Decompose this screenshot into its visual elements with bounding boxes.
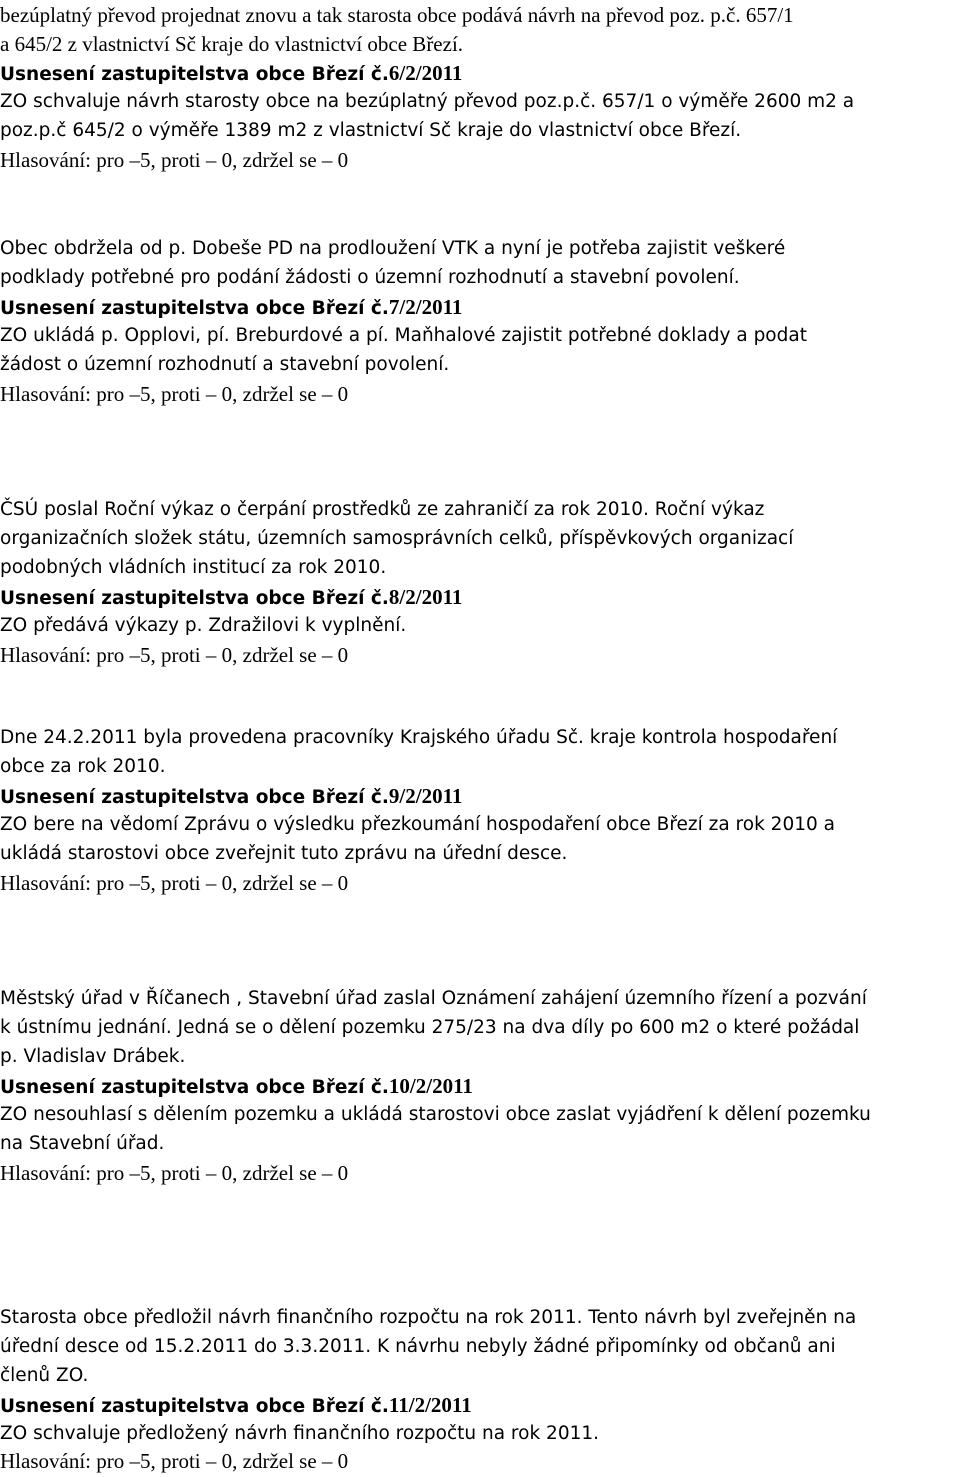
resolution-number: 10/2/2011 (388, 1074, 473, 1098)
vote-result: Hlasování: pro –5, proti – 0, zdržel se – 0 (0, 382, 349, 406)
decision-line: ZO nesouhlasí s dělením pozemku a ukládá starostovi obce zaslat vyjádření k dělení pozemku (0, 1104, 871, 1125)
decision-line: poz.p.č 645/2 o výměře 1389 m2 z vlastnictví Sč kraje do vlastnictví obce Březí. (0, 120, 742, 141)
resolution-number: 8/2/2011 (388, 585, 463, 609)
vote-result: Hlasování: pro –5, proti – 0, zdržel se – 0 (0, 1449, 349, 1473)
decision-line: žádost o územní rozhodnutí a stavební povolení. (0, 354, 450, 375)
intro-line: členů ZO. (0, 1365, 89, 1386)
resolution-number: 7/2/2011 (388, 295, 463, 319)
intro-line: Starosta obce předložil návrh finančního rozpočtu na rok 2011. Tento návrh byl zveřejněn na (0, 1307, 857, 1328)
decision-line: ZO ukládá p. Opplovi, pí. Breburdové a pí. Maňhalové zajistit potřebné doklady a podat (0, 325, 807, 346)
intro-line: a 645/2 z vlastnictví Sč kraje do vlastnictví obce Březí. (0, 32, 464, 56)
resolution-heading (0, 584, 462, 610)
resolution-heading (0, 1392, 472, 1418)
vote-result: Hlasování: pro –5, proti – 0, zdržel se – 0 (0, 871, 349, 895)
intro-line: Městský úřad v Říčanech , Stavební úřad zaslal Oznámení zahájení územního řízení a pozvání (0, 988, 867, 1009)
resolution-number: 9/2/2011 (388, 784, 463, 808)
intro-line: podobných vládních institucí za rok 2010. (0, 557, 387, 578)
vote-result: Hlasování: pro –5, proti – 0, zdržel se – 0 (0, 148, 349, 172)
resolution-prefix: Usnesení zastupitelstva obce Březí č. (0, 588, 389, 609)
decision-line: ZO schvaluje návrh starosty obce na bezúplatný převod poz.p.č. 657/1 o výměře 2600 m2 a (0, 91, 855, 112)
resolution-prefix: Usnesení zastupitelstva obce Březí č. (0, 298, 389, 319)
resolution-prefix: Usnesení zastupitelstva obce Březí č. (0, 1396, 389, 1417)
intro-line: obce za rok 2010. (0, 756, 166, 777)
resolution-heading (0, 60, 462, 86)
intro-line: p. Vladislav Drábek. (0, 1046, 186, 1067)
resolution-heading (0, 294, 462, 320)
vote-result: Hlasování: pro –5, proti – 0, zdržel se – 0 (0, 1161, 349, 1185)
intro-line: úřední desce od 15.2.2011 do 3.3.2011. K návrhu nebyly žádné připomínky od občanů ani (0, 1336, 836, 1357)
resolution-heading (0, 783, 462, 809)
decision-line: ZO bere na vědomí Zprávu o výsledku přezkoumání hospodaření obce Březí za rok 2010 a (0, 814, 835, 835)
intro-line: k ústnímu jednání. Jedná se o dělení pozemku 275/23 na dva díly po 600 m2 o které požádal (0, 1017, 860, 1038)
intro-line: Dne 24.2.2011 byla provedena pracovníky Krajského úřadu Sč. kraje kontrola hospodaření (0, 727, 838, 748)
decision-line: ukládá starostovi obce zveřejnit tuto zprávu na úřední desce. (0, 843, 568, 864)
intro-line: Obec obdržela od p. Dobeše PD na prodloužení VTK a nyní je potřeba zajistit veškeré (0, 238, 786, 259)
intro-line: organizačních složek státu, územních samosprávních celků, příspěvkových organizací (0, 528, 794, 549)
decision-line: ZO schvaluje předložený návrh finančního rozpočtu na rok 2011. (0, 1423, 600, 1444)
resolution-prefix: Usnesení zastupitelstva obce Březí č. (0, 787, 389, 808)
resolution-prefix: Usnesení zastupitelstva obce Březí č. (0, 1077, 389, 1098)
resolution-heading (0, 1073, 473, 1099)
resolution-number: 11/2/2011 (388, 1393, 472, 1417)
resolution-prefix: Usnesení zastupitelstva obce Březí č. (0, 64, 389, 85)
intro-line: bezúplatný převod projednat znovu a tak starosta obce podává návrh na převod poz. p.č. 657/1 (0, 3, 794, 27)
decision-line: na Stavební úřad. (0, 1133, 165, 1154)
resolution-number: 6/2/2011 (388, 61, 463, 85)
intro-line: podklady potřebné pro podání žádosti o územní rozhodnutí a stavební povolení. (0, 267, 740, 288)
intro-line: ČSÚ poslal Roční výkaz o čerpání prostředků ze zahraničí za rok 2010. Roční výkaz (0, 499, 765, 520)
decision-line: ZO předává výkazy p. Zdražilovi k vyplnění. (0, 615, 407, 636)
vote-result: Hlasování: pro –5, proti – 0, zdržel se – 0 (0, 643, 349, 667)
